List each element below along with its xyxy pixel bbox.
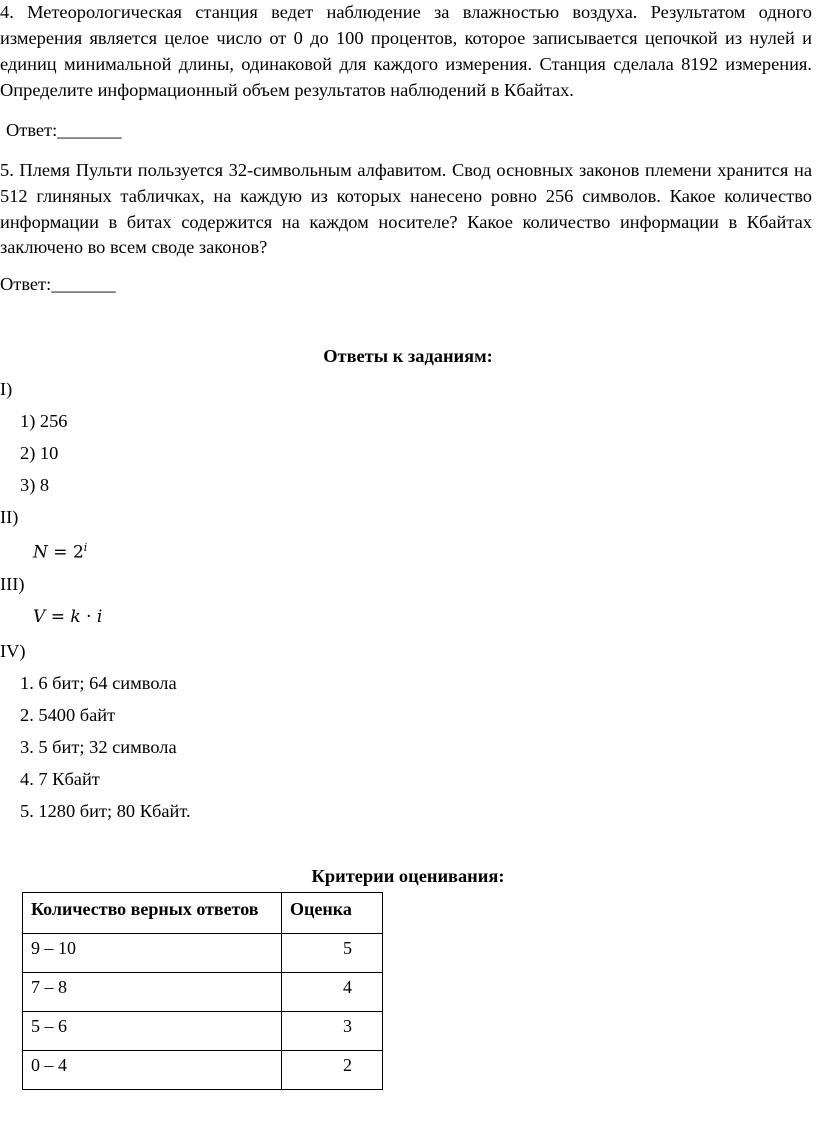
column-header-grade: Оценка: [282, 893, 383, 934]
table-row: [23, 1051, 383, 1090]
cell-grade: 5: [282, 934, 383, 973]
formula-information-count: N = 2$^i$: [33, 541, 88, 563]
section-4-label: IV): [0, 641, 26, 661]
cell-correct-answers: 9 – 10: [23, 934, 282, 973]
task5-line-4: заключено во всем своде законов?: [0, 237, 268, 257]
cell-grade: 2: [282, 1051, 383, 1090]
table-row: [23, 934, 383, 973]
section-1-item-2: 2) 10: [20, 443, 59, 463]
task4-line-2: измерения является целое число от 0 до 100 процентов, которое записывается цепочкой из нулей и: [0, 28, 812, 48]
table-header-row: [23, 893, 383, 934]
cell-grade: 4: [282, 973, 383, 1012]
task5-line-1: 5. Племя Пульти пользуется 32-символьным алфавитом. Свод основных законов племени хранится на: [0, 160, 812, 180]
task5-line-2: 512 глиняных табличках, на каждую из которых нанесено ровно 256 символов. Какое количество: [0, 186, 812, 206]
section-4-item-2: 2. 5400 байт: [20, 705, 116, 725]
cell-grade: 3: [282, 1012, 383, 1051]
section-4-item-3: 3. 5 бит; 32 символа: [20, 737, 177, 757]
section-2-label: II): [0, 507, 19, 527]
section-4-item-4: 4. 7 Кбайт: [20, 769, 100, 789]
criteria-heading: Критерии оценивания:: [311, 866, 505, 886]
criteria-table: [22, 892, 383, 1090]
task4-line-3: единиц минимальной длины, одинаковой для каждого измерения. Станция сделала 8192 измерения.: [0, 54, 812, 74]
task4-answer: Ответ:_______: [6, 120, 122, 140]
task5-answer: Ответ:_______: [0, 274, 116, 294]
section-4-item-1: 1. 6 бит; 64 символа: [20, 673, 177, 693]
formula-information-volume: V = k · i: [33, 607, 103, 627]
section-4-item-5: 5. 1280 бит; 80 Кбайт.: [20, 801, 191, 821]
section-3-label: III): [0, 574, 25, 594]
answers-heading: Ответы к заданиям:: [323, 346, 493, 366]
table-row: [23, 1012, 383, 1051]
section-1-label: I): [0, 379, 13, 399]
column-header-correct-answers: Количество верных ответов: [23, 893, 282, 934]
task5-line-3: информации в битах содержится на каждом носителе? Какое количество информации в Кбайтах: [0, 212, 812, 232]
cell-correct-answers: 5 – 6: [23, 1012, 282, 1051]
cell-correct-answers: 7 – 8: [23, 973, 282, 1012]
task4-line-1: 4. Метеорологическая станция ведет наблюдение за влажностью воздуха. Результатом одного: [0, 2, 812, 22]
task4-line-4: Определите информационный объем результатов наблюдений в Кбайтах.: [0, 80, 574, 100]
cell-correct-answers: 0 – 4: [23, 1051, 282, 1090]
table-row: [23, 973, 383, 1012]
section-1-item-3: 3) 8: [20, 475, 50, 495]
section-1-item-1: 1) 256: [20, 411, 68, 431]
